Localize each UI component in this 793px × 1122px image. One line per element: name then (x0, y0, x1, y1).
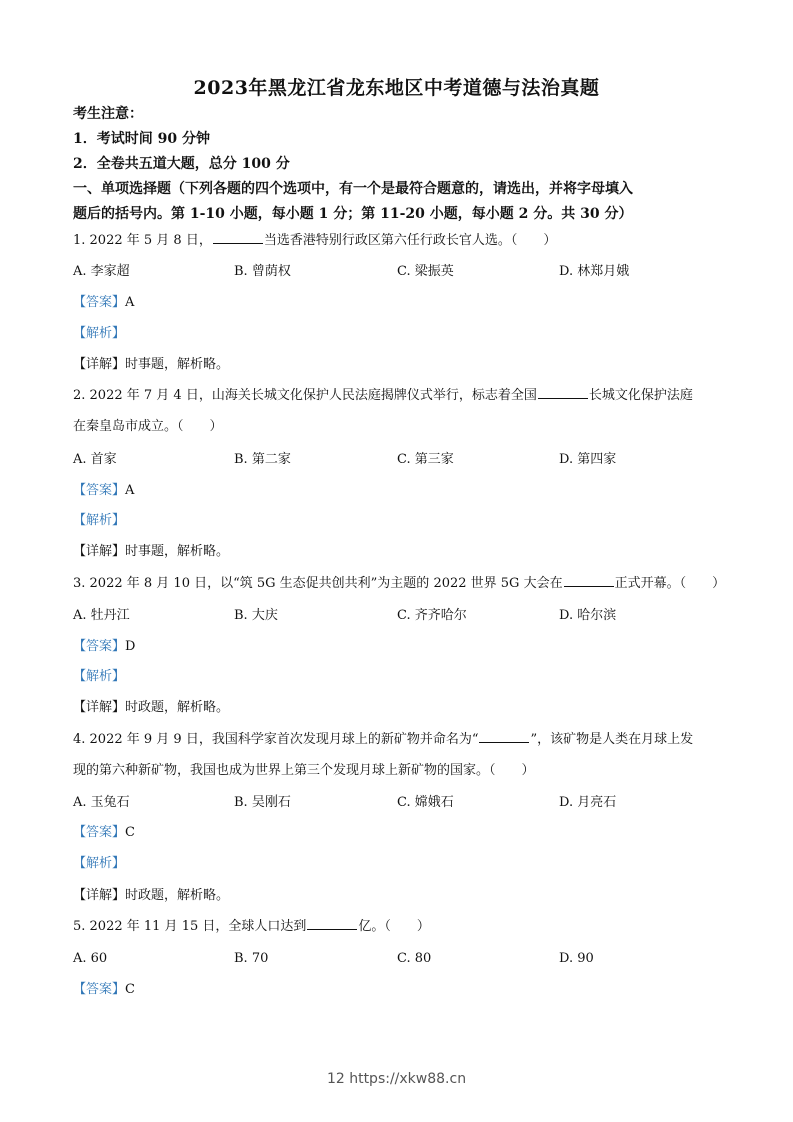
option: C. 第三家 (397, 452, 454, 467)
option: C. 梁振英 (397, 264, 454, 279)
detail-line: 【详解】时政题，解析略。 (73, 700, 230, 715)
option: C. 嫦娥石 (397, 795, 454, 810)
section-heading: 题后的括号内。第 1-10 小题，每小题 1 分；第 11-20 小题，每小题 2 分。共 30 分） (73, 206, 633, 222)
section-heading: 一、单项选择题（下列各题的四个选项中，有一个是最符合题意的，请选出，并将字母填入 (73, 181, 633, 197)
page-footer: 12 https://xkw88.cn (326, 1071, 467, 1087)
option: D. 90 (559, 951, 594, 966)
answer-blank (307, 917, 357, 930)
option: A. 60 (73, 951, 108, 966)
question-stem-cont: 在秦皇岛市成立。（ ） (73, 419, 223, 434)
notice-heading: 考生注意： (73, 106, 143, 122)
options-row (73, 262, 733, 282)
option: D. 林郑月娥 (559, 264, 630, 279)
notice-item: 2．全卷共五道大题，总分 100 分 (73, 156, 290, 172)
answer-line: 【答案】C (73, 825, 135, 840)
question-stem: 2. 2022 年 7 月 4 日，山海关长城文化保护人民法庭揭牌仪式举行，标志着全国 长城文化保护法庭 (73, 388, 693, 403)
answer-line: 【答案】C (73, 982, 135, 997)
detail-line: 【详解】时事题，解析略。 (73, 544, 230, 559)
page-title: 2023年黑龙江省龙东地区中考道德与法治真题 (193, 77, 600, 99)
option: C. 80 (397, 951, 432, 966)
question-stem: 1. 2022 年 5 月 8 日， 当选香港特别行政区第六任行政长官人选。（ ） (73, 233, 557, 248)
answer-blank (538, 386, 588, 399)
options-row (73, 949, 733, 969)
answer-line: 【答案】A (73, 295, 135, 310)
analysis-line: 【解析】 (73, 326, 126, 341)
option: D. 月亮石 (559, 795, 617, 810)
option: A. 李家超 (73, 264, 130, 279)
answer-blank (564, 574, 614, 587)
detail-line: 【详解】时事题，解析略。 (73, 357, 230, 372)
answer-blank (479, 730, 529, 743)
analysis-line: 【解析】 (73, 856, 126, 871)
option: D. 哈尔滨 (559, 608, 617, 623)
question-stem: 3. 2022 年 8 月 10 日，以“筑 5G 生态促共创共利”为主题的 2022 世界 5G 大会在 正式开幕。（ ） (73, 576, 726, 591)
option: B. 大庆 (234, 608, 278, 623)
question-stem-cont: 现的第六种新矿物，我国也成为世界上第三个发现月球上新矿物的国家。（ ） (73, 763, 535, 778)
option: D. 第四家 (559, 452, 617, 467)
option: A. 玉兔石 (73, 795, 130, 810)
option: C. 齐齐哈尔 (397, 608, 467, 623)
options-row (73, 793, 733, 813)
answer-line: 【答案】D (73, 639, 136, 654)
question-stem: 5. 2022 年 11 月 15 日，全球人口达到 亿。（ ） (73, 919, 430, 934)
option: A. 首家 (73, 452, 117, 467)
analysis-line: 【解析】 (73, 669, 126, 684)
question-stem: 4. 2022 年 9 月 9 日，我国科学家首次发现月球上的新矿物并命名为“ ”，该矿物是人类在月球上发 (73, 732, 694, 747)
answer-blank (213, 231, 263, 244)
analysis-line: 【解析】 (73, 513, 126, 528)
option: A. 牡丹江 (73, 608, 130, 623)
answer-line: 【答案】A (73, 483, 135, 498)
options-row (73, 606, 733, 626)
option: B. 曾荫权 (234, 264, 291, 279)
detail-line: 【详解】时政题，解析略。 (73, 888, 230, 903)
options-row (73, 450, 733, 470)
option: B. 吴刚石 (234, 795, 291, 810)
option: B. 70 (234, 951, 269, 966)
notice-item: 1．考试时间 90 分钟 (73, 131, 210, 147)
option: B. 第二家 (234, 452, 291, 467)
